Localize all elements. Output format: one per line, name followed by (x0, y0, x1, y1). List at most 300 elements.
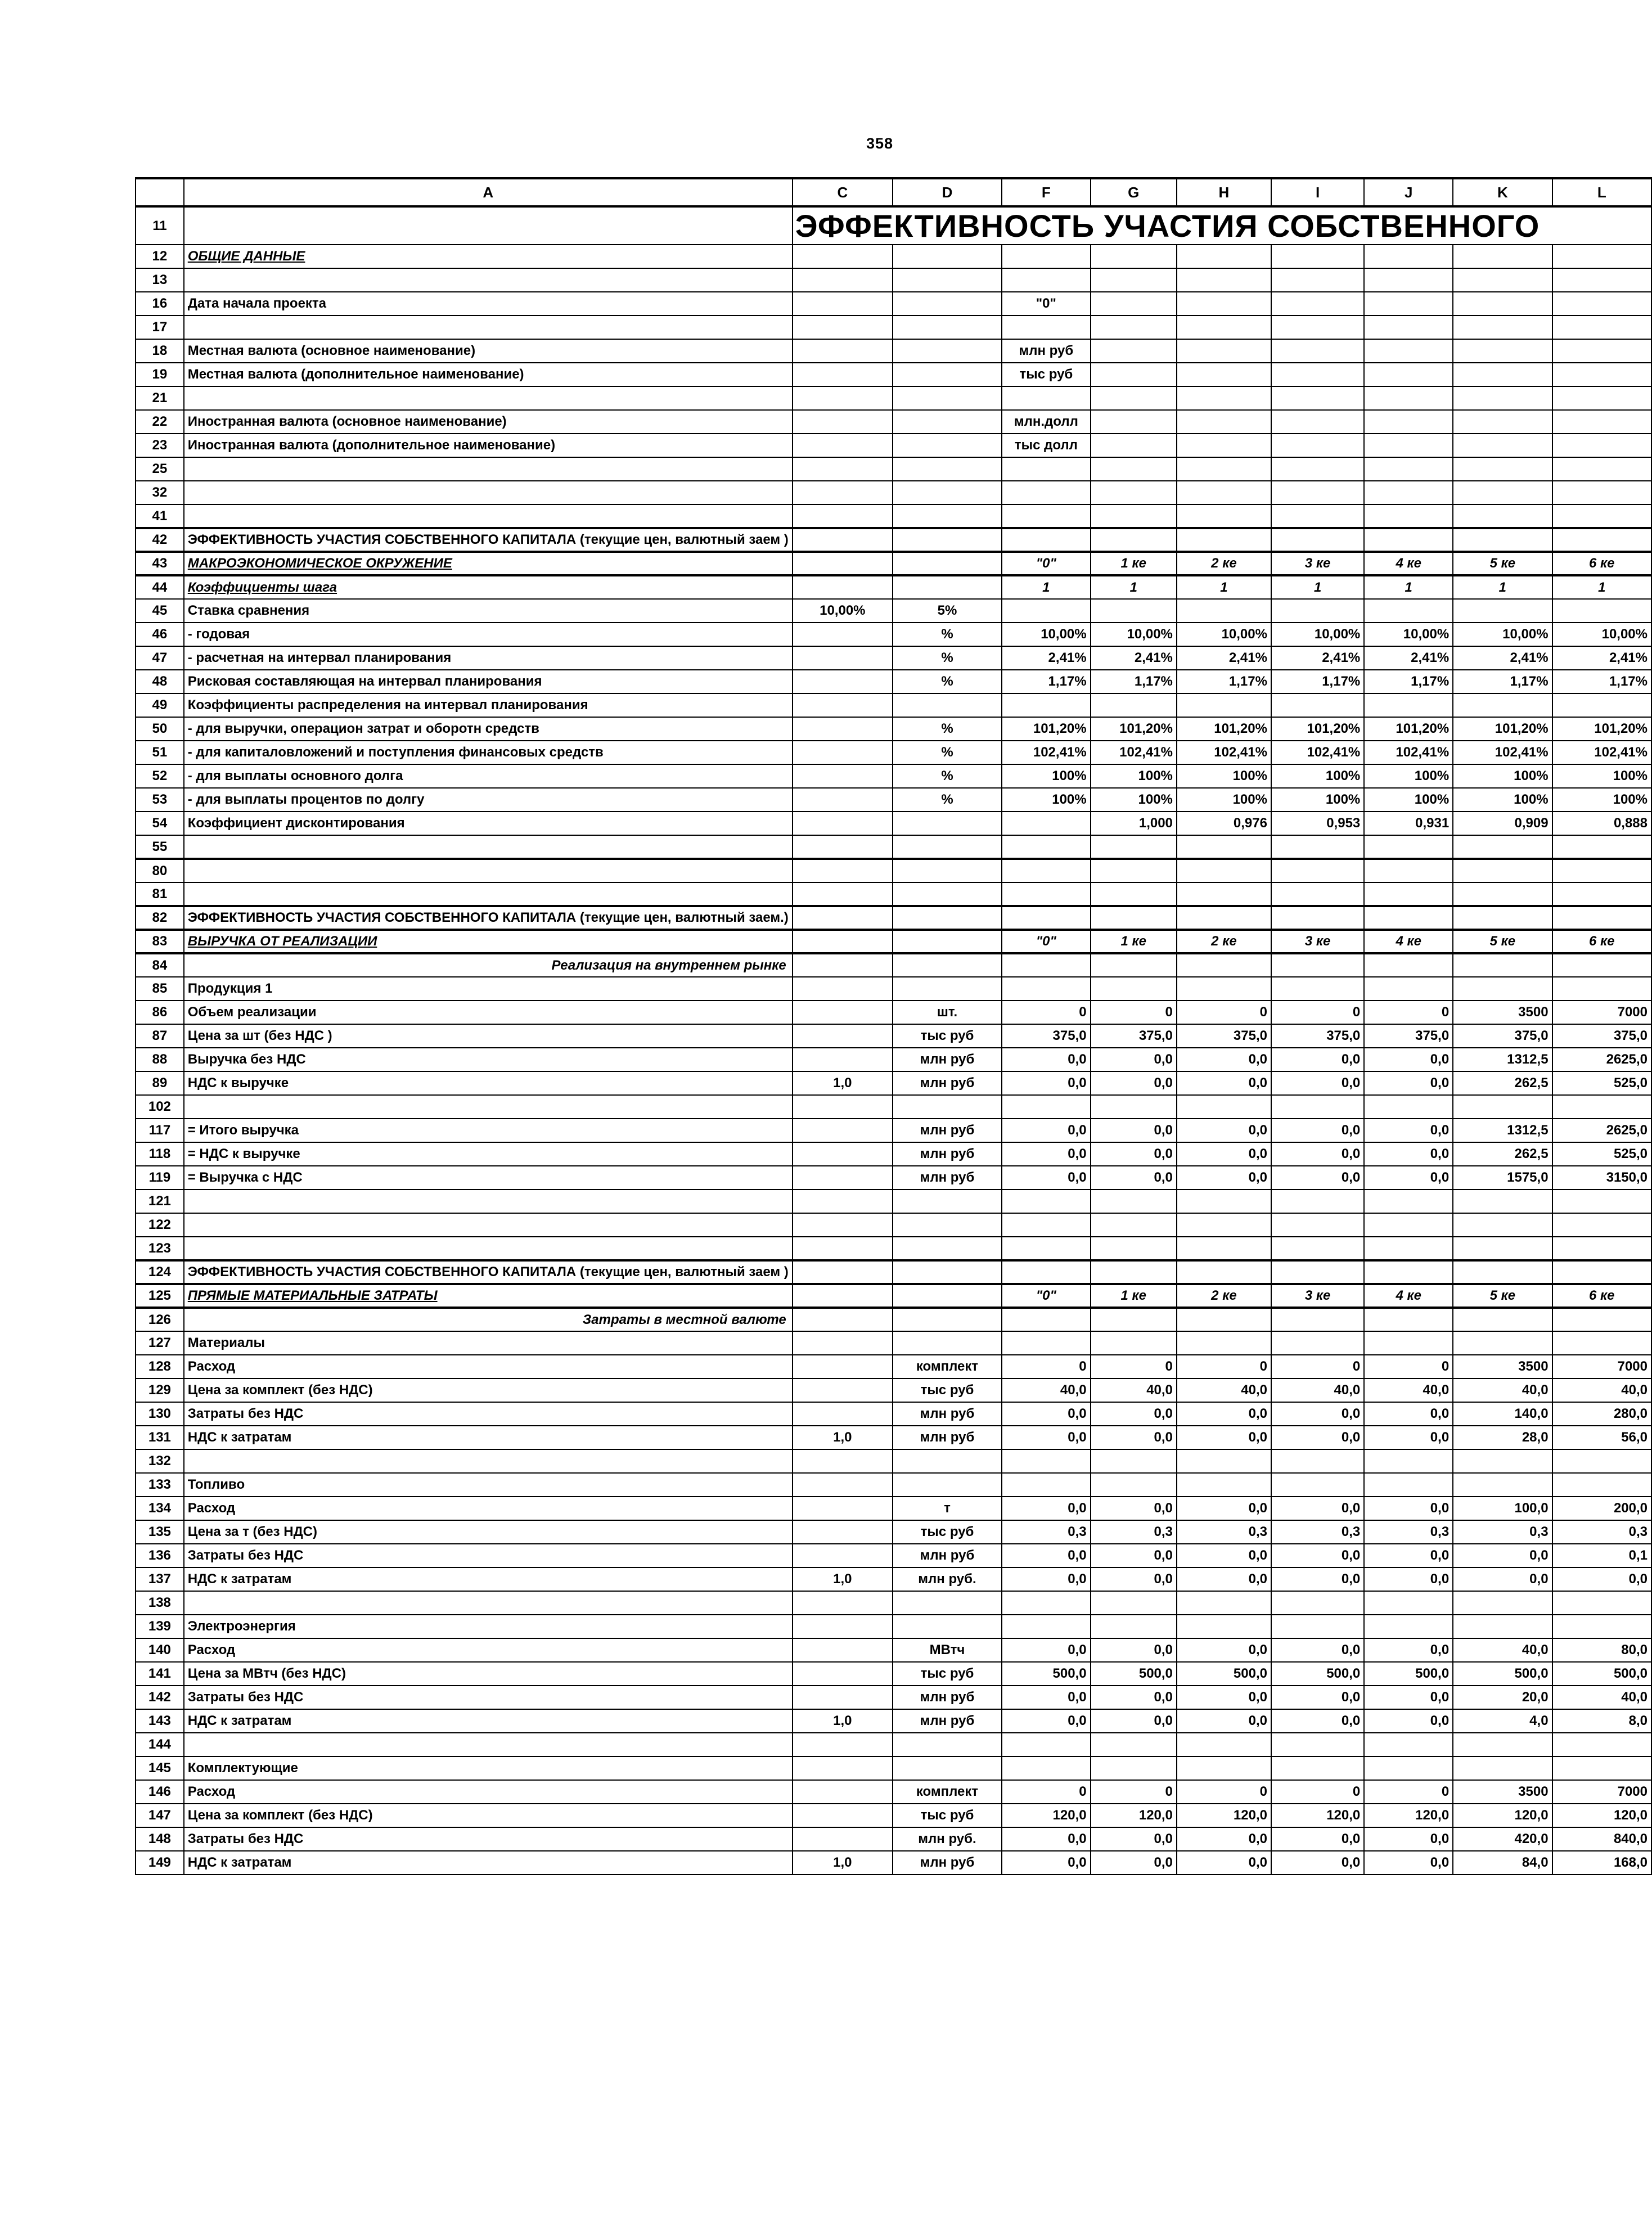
value-cell[interactable]: 0,3 (1271, 1520, 1364, 1544)
cell[interactable] (793, 1166, 893, 1190)
value-cell[interactable]: 200,0 (1552, 1497, 1651, 1520)
value-cell[interactable]: 101,20% (1453, 717, 1552, 741)
unit-cell[interactable]: % (893, 670, 1002, 693)
cell[interactable] (793, 268, 893, 292)
value-cell[interactable] (1453, 1308, 1552, 1331)
cell[interactable] (793, 1638, 893, 1662)
value-cell[interactable] (1271, 1756, 1364, 1780)
value-cell[interactable] (1091, 693, 1177, 717)
value-cell[interactable] (1552, 1733, 1651, 1756)
value-cell[interactable]: 1,17% (1271, 670, 1364, 693)
value-cell[interactable] (1091, 1591, 1177, 1615)
unit-cell[interactable] (893, 363, 1002, 386)
value-cell[interactable]: 7000 (1552, 1355, 1651, 1378)
value-cell[interactable]: 0,0 (1002, 1544, 1091, 1567)
value-cell[interactable] (1552, 693, 1651, 717)
row-label[interactable] (184, 1591, 793, 1615)
value-cell[interactable]: 0,0 (1453, 1567, 1552, 1591)
value-cell[interactable]: 0,0 (1177, 1567, 1271, 1591)
value-cell[interactable] (1453, 363, 1552, 386)
value-cell[interactable] (1177, 434, 1271, 457)
value-cell[interactable]: 0 (1002, 1780, 1091, 1804)
cell[interactable] (793, 1449, 893, 1473)
value-cell[interactable]: 0 (1091, 1355, 1177, 1378)
unit-cell[interactable]: % (893, 623, 1002, 646)
value-cell[interactable]: 0,0 (1364, 1827, 1453, 1851)
value-cell[interactable]: 0,0 (1002, 1071, 1091, 1095)
value-cell[interactable]: 80,0 (1552, 1638, 1651, 1662)
value-cell[interactable] (1177, 1237, 1271, 1260)
cell[interactable] (793, 1355, 893, 1378)
cell[interactable] (793, 575, 893, 599)
cell[interactable] (793, 693, 893, 717)
value-cell[interactable] (1364, 410, 1453, 434)
row-label[interactable]: Расход (184, 1355, 793, 1378)
value-cell[interactable]: 0,0 (1091, 1071, 1177, 1095)
value-cell[interactable] (1271, 363, 1364, 386)
value-cell[interactable]: 525,0 (1552, 1071, 1651, 1095)
unit-cell[interactable] (893, 528, 1002, 552)
value-cell[interactable] (1091, 481, 1177, 504)
value-cell[interactable]: 0,3 (1552, 1520, 1651, 1544)
value-cell[interactable] (1271, 1237, 1364, 1260)
value-cell[interactable] (1453, 882, 1552, 906)
value-cell[interactable]: 5 ке (1453, 552, 1552, 575)
row-label[interactable]: Затраты в местной валюте (184, 1308, 793, 1331)
value-cell[interactable]: 5 ке (1453, 930, 1552, 953)
value-cell[interactable]: 20,0 (1453, 1686, 1552, 1709)
unit-cell[interactable] (893, 481, 1002, 504)
value-cell[interactable]: 100% (1002, 788, 1091, 812)
unit-cell[interactable]: млн руб. (893, 1827, 1002, 1851)
row-label[interactable] (184, 1190, 793, 1213)
value-cell[interactable]: 2625,0 (1552, 1119, 1651, 1142)
value-cell[interactable]: 0,0 (1552, 1567, 1651, 1591)
value-cell[interactable] (1364, 1331, 1453, 1355)
cell[interactable] (793, 764, 893, 788)
value-cell[interactable]: 3 ке (1271, 1284, 1364, 1308)
value-cell[interactable]: 101,20% (1552, 717, 1651, 741)
cell[interactable] (793, 1591, 893, 1615)
value-cell[interactable] (1002, 1095, 1091, 1119)
unit-cell[interactable] (893, 1591, 1002, 1615)
value-cell[interactable]: 0,0 (1002, 1048, 1091, 1071)
unit-cell[interactable]: комплект (893, 1780, 1002, 1804)
value-cell[interactable]: 120,0 (1552, 1804, 1651, 1827)
value-cell[interactable]: 140,0 (1453, 1402, 1552, 1426)
value-cell[interactable] (1271, 859, 1364, 882)
value-cell[interactable]: 8,0 (1552, 1709, 1651, 1733)
value-cell[interactable] (1552, 292, 1651, 316)
cell[interactable] (793, 1733, 893, 1756)
value-cell[interactable] (1091, 906, 1177, 930)
value-cell[interactable]: 0,3 (1453, 1520, 1552, 1544)
value-cell[interactable] (1177, 363, 1271, 386)
row-label[interactable]: Расход (184, 1497, 793, 1520)
row-label[interactable]: - для капиталовложений и поступления финансовых средств (184, 741, 793, 764)
value-cell[interactable] (1453, 1591, 1552, 1615)
value-cell[interactable]: 100,0 (1453, 1497, 1552, 1520)
value-cell[interactable] (1271, 528, 1364, 552)
unit-cell[interactable]: млн руб (893, 1071, 1002, 1095)
value-cell[interactable] (1177, 386, 1271, 410)
value-cell[interactable]: 375,0 (1552, 1024, 1651, 1048)
value-cell[interactable] (1552, 481, 1651, 504)
value-cell[interactable] (1002, 1260, 1091, 1284)
cell[interactable] (793, 1024, 893, 1048)
value-cell[interactable] (1552, 953, 1651, 977)
value-cell[interactable] (1364, 528, 1453, 552)
value-cell[interactable] (1002, 504, 1091, 528)
value-cell[interactable]: 0,0 (1271, 1497, 1364, 1520)
cell[interactable]: 10,00% (793, 599, 893, 623)
value-cell[interactable] (1552, 906, 1651, 930)
cell[interactable] (184, 206, 793, 245)
value-cell[interactable]: 2 ке (1177, 930, 1271, 953)
column-header[interactable]: D (893, 178, 1002, 206)
cell[interactable] (793, 292, 893, 316)
cell[interactable] (793, 339, 893, 363)
value-cell[interactable] (1364, 339, 1453, 363)
cell[interactable] (793, 788, 893, 812)
value-cell[interactable]: 0,0 (1271, 1567, 1364, 1591)
row-label[interactable]: ЭФФЕКТИВНОСТЬ УЧАСТИЯ СОБСТВЕННОГО КАПИТАЛА (текущие цен, валютный заем ) (184, 1260, 793, 1284)
cell[interactable] (793, 906, 893, 930)
value-cell[interactable]: 28,0 (1453, 1426, 1552, 1449)
cell[interactable]: 1,0 (793, 1426, 893, 1449)
value-cell[interactable]: 2625,0 (1552, 1048, 1651, 1071)
cell[interactable] (793, 410, 893, 434)
value-cell[interactable] (1177, 457, 1271, 481)
value-cell[interactable]: 280,0 (1552, 1402, 1651, 1426)
value-cell[interactable] (1002, 1591, 1091, 1615)
value-cell[interactable]: 1312,5 (1453, 1119, 1552, 1142)
value-cell[interactable] (1364, 906, 1453, 930)
value-cell[interactable]: 84,0 (1453, 1851, 1552, 1875)
value-cell[interactable]: 0,0 (1177, 1048, 1271, 1071)
value-cell[interactable]: 0,0 (1364, 1142, 1453, 1166)
value-cell[interactable] (1177, 410, 1271, 434)
value-cell[interactable] (1271, 1213, 1364, 1237)
value-cell[interactable] (1453, 434, 1552, 457)
value-cell[interactable]: 2 ке (1177, 1284, 1271, 1308)
value-cell[interactable] (1091, 1308, 1177, 1331)
value-cell[interactable]: 0,0 (1002, 1402, 1091, 1426)
value-cell[interactable] (1453, 504, 1552, 528)
unit-cell[interactable]: млн руб (893, 1402, 1002, 1426)
value-cell[interactable] (1177, 481, 1271, 504)
value-cell[interactable]: 100% (1453, 764, 1552, 788)
cell[interactable] (793, 1260, 893, 1284)
value-cell[interactable]: 10,00% (1002, 623, 1091, 646)
value-cell[interactable] (1552, 316, 1651, 339)
value-cell[interactable] (1453, 1237, 1552, 1260)
value-cell[interactable] (1364, 859, 1453, 882)
value-cell[interactable] (1002, 1733, 1091, 1756)
value-cell[interactable]: 0,931 (1364, 812, 1453, 835)
row-label[interactable]: Реализация на внутреннем рынке (184, 953, 793, 977)
value-cell[interactable]: 120,0 (1364, 1804, 1453, 1827)
row-label[interactable]: Цена за комплект (без НДС) (184, 1378, 793, 1402)
value-cell[interactable]: 1,17% (1091, 670, 1177, 693)
unit-cell[interactable] (893, 1331, 1002, 1355)
value-cell[interactable] (1552, 1591, 1651, 1615)
value-cell[interactable] (1091, 292, 1177, 316)
value-cell[interactable]: 0,0 (1091, 1497, 1177, 1520)
value-cell[interactable]: 500,0 (1271, 1662, 1364, 1686)
row-label[interactable]: Объем реализации (184, 1001, 793, 1024)
value-cell[interactable] (1453, 292, 1552, 316)
value-cell[interactable]: 100% (1091, 788, 1177, 812)
column-header[interactable] (136, 178, 184, 206)
unit-cell[interactable] (893, 859, 1002, 882)
value-cell[interactable] (1453, 1756, 1552, 1780)
value-cell[interactable]: 100% (1364, 788, 1453, 812)
unit-cell[interactable] (893, 1095, 1002, 1119)
value-cell[interactable]: 7000 (1552, 1780, 1651, 1804)
value-cell[interactable]: "0" (1002, 1284, 1091, 1308)
row-label[interactable]: ОБЩИЕ ДАННЫЕ (184, 245, 793, 268)
value-cell[interactable] (1364, 363, 1453, 386)
value-cell[interactable] (1364, 953, 1453, 977)
value-cell[interactable]: 0,0 (1271, 1686, 1364, 1709)
value-cell[interactable]: 0,0 (1177, 1402, 1271, 1426)
value-cell[interactable]: млн руб (1002, 339, 1091, 363)
value-cell[interactable]: 101,20% (1091, 717, 1177, 741)
value-cell[interactable] (1002, 882, 1091, 906)
value-cell[interactable] (1552, 1756, 1651, 1780)
value-cell[interactable]: 0,3 (1177, 1520, 1271, 1544)
row-label[interactable]: Коэффициенты шага (184, 575, 793, 599)
value-cell[interactable] (1453, 693, 1552, 717)
value-cell[interactable]: 2,41% (1271, 646, 1364, 670)
cell[interactable]: 1,0 (793, 1851, 893, 1875)
cell[interactable] (793, 1308, 893, 1331)
value-cell[interactable] (1271, 481, 1364, 504)
value-cell[interactable] (1453, 245, 1552, 268)
value-cell[interactable]: 1,17% (1364, 670, 1453, 693)
value-cell[interactable] (1091, 1615, 1177, 1638)
value-cell[interactable] (1177, 1591, 1271, 1615)
column-header[interactable]: H (1177, 178, 1271, 206)
value-cell[interactable] (1177, 693, 1271, 717)
cell[interactable] (793, 859, 893, 882)
value-cell[interactable] (1091, 1733, 1177, 1756)
value-cell[interactable] (1453, 316, 1552, 339)
value-cell[interactable]: 0,0 (1271, 1166, 1364, 1190)
value-cell[interactable] (1453, 1331, 1552, 1355)
value-cell[interactable]: 0,0 (1271, 1709, 1364, 1733)
value-cell[interactable]: 3150,0 (1552, 1166, 1651, 1190)
value-cell[interactable]: 0,0 (1002, 1142, 1091, 1166)
value-cell[interactable] (1364, 1308, 1453, 1331)
value-cell[interactable] (1453, 1473, 1552, 1497)
value-cell[interactable] (1552, 599, 1651, 623)
value-cell[interactable] (1552, 1095, 1651, 1119)
value-cell[interactable] (1271, 410, 1364, 434)
value-cell[interactable]: млн.долл (1002, 410, 1091, 434)
value-cell[interactable] (1177, 1260, 1271, 1284)
value-cell[interactable] (1002, 1213, 1091, 1237)
row-label[interactable]: Затраты без НДС (184, 1686, 793, 1709)
cell[interactable] (793, 1331, 893, 1355)
cell[interactable] (793, 1213, 893, 1237)
value-cell[interactable]: 0,0 (1271, 1119, 1364, 1142)
value-cell[interactable]: тыс долл (1002, 434, 1091, 457)
unit-cell[interactable] (893, 1190, 1002, 1213)
value-cell[interactable] (1453, 410, 1552, 434)
row-label[interactable] (184, 481, 793, 504)
unit-cell[interactable] (893, 1213, 1002, 1237)
value-cell[interactable]: 4 ке (1364, 930, 1453, 953)
value-cell[interactable] (1002, 953, 1091, 977)
value-cell[interactable] (1453, 339, 1552, 363)
cell[interactable] (793, 741, 893, 764)
unit-cell[interactable]: комплект (893, 1355, 1002, 1378)
row-label[interactable]: Цена за МВтч (без НДС) (184, 1662, 793, 1686)
value-cell[interactable] (1364, 693, 1453, 717)
value-cell[interactable]: 10,00% (1552, 623, 1651, 646)
value-cell[interactable] (1091, 528, 1177, 552)
value-cell[interactable]: 100% (1271, 788, 1364, 812)
value-cell[interactable] (1091, 363, 1177, 386)
value-cell[interactable]: 0,0 (1177, 1709, 1271, 1733)
cell[interactable] (793, 623, 893, 646)
value-cell[interactable]: 500,0 (1002, 1662, 1091, 1686)
cell[interactable]: 1,0 (793, 1709, 893, 1733)
row-label[interactable]: ЭФФЕКТИВНОСТЬ УЧАСТИЯ СОБСТВЕННОГО КАПИТАЛА (текущие цен, валютный заем.) (184, 906, 793, 930)
value-cell[interactable]: 0 (1177, 1355, 1271, 1378)
unit-cell[interactable]: млн руб (893, 1166, 1002, 1190)
value-cell[interactable] (1091, 410, 1177, 434)
value-cell[interactable]: 262,5 (1453, 1142, 1552, 1166)
value-cell[interactable]: 101,20% (1364, 717, 1453, 741)
cell[interactable] (793, 457, 893, 481)
value-cell[interactable]: 0,0 (1364, 1119, 1453, 1142)
value-cell[interactable]: 0,0 (1177, 1071, 1271, 1095)
cell[interactable] (793, 481, 893, 504)
value-cell[interactable]: 0,0 (1091, 1119, 1177, 1142)
row-label[interactable]: = Итого выручка (184, 1119, 793, 1142)
row-label[interactable]: НДС к затратам (184, 1709, 793, 1733)
value-cell[interactable] (1453, 386, 1552, 410)
value-cell[interactable] (1364, 1095, 1453, 1119)
value-cell[interactable]: 840,0 (1552, 1827, 1651, 1851)
value-cell[interactable]: 0,0 (1271, 1638, 1364, 1662)
value-cell[interactable]: 0,0 (1002, 1497, 1091, 1520)
value-cell[interactable]: 1,17% (1552, 670, 1651, 693)
value-cell[interactable]: 2,41% (1177, 646, 1271, 670)
column-header[interactable]: C (793, 178, 893, 206)
value-cell[interactable]: 2 ке (1177, 552, 1271, 575)
value-cell[interactable]: 0,0 (1271, 1851, 1364, 1875)
value-cell[interactable] (1002, 528, 1091, 552)
value-cell[interactable] (1552, 1237, 1651, 1260)
value-cell[interactable]: 10,00% (1271, 623, 1364, 646)
value-cell[interactable]: 0,0 (1364, 1709, 1453, 1733)
value-cell[interactable]: 40,0 (1271, 1378, 1364, 1402)
value-cell[interactable]: 0,0 (1364, 1048, 1453, 1071)
cell[interactable] (793, 1190, 893, 1213)
value-cell[interactable]: 0,0 (1177, 1142, 1271, 1166)
cell[interactable] (793, 1827, 893, 1851)
value-cell[interactable]: 0,0 (1364, 1166, 1453, 1190)
cell[interactable] (793, 1780, 893, 1804)
value-cell[interactable] (1177, 1756, 1271, 1780)
value-cell[interactable]: 0 (1271, 1780, 1364, 1804)
value-cell[interactable]: 40,0 (1002, 1378, 1091, 1402)
value-cell[interactable] (1002, 977, 1091, 1001)
value-cell[interactable]: 0,0 (1091, 1567, 1177, 1591)
cell[interactable] (793, 717, 893, 741)
value-cell[interactable]: 1,17% (1177, 670, 1271, 693)
row-label[interactable]: Иностранная валюта (дополнительное наименование) (184, 434, 793, 457)
value-cell[interactable]: 0 (1177, 1780, 1271, 1804)
value-cell[interactable] (1552, 1473, 1651, 1497)
cell[interactable] (793, 1284, 893, 1308)
column-header[interactable]: G (1091, 178, 1177, 206)
value-cell[interactable]: 100% (1177, 764, 1271, 788)
value-cell[interactable]: 500,0 (1177, 1662, 1271, 1686)
row-label[interactable]: - для выплаты процентов по долгу (184, 788, 793, 812)
value-cell[interactable]: 5 ке (1453, 1284, 1552, 1308)
unit-cell[interactable]: тыс руб (893, 1662, 1002, 1686)
value-cell[interactable] (1177, 245, 1271, 268)
value-cell[interactable]: 0,0 (1177, 1851, 1271, 1875)
row-label[interactable] (184, 1213, 793, 1237)
value-cell[interactable] (1364, 1260, 1453, 1284)
row-label[interactable]: Местная валюта (дополнительное наименование) (184, 363, 793, 386)
value-cell[interactable]: 2,41% (1091, 646, 1177, 670)
value-cell[interactable] (1453, 977, 1552, 1001)
value-cell[interactable]: 0 (1002, 1355, 1091, 1378)
value-cell[interactable]: 6 ке (1552, 552, 1651, 575)
value-cell[interactable] (1271, 835, 1364, 859)
value-cell[interactable]: 100% (1271, 764, 1364, 788)
value-cell[interactable] (1177, 1473, 1271, 1497)
value-cell[interactable]: тыс руб (1002, 363, 1091, 386)
row-label[interactable] (184, 1095, 793, 1119)
row-label[interactable] (184, 1449, 793, 1473)
value-cell[interactable] (1364, 1213, 1453, 1237)
value-cell[interactable]: 10,00% (1364, 623, 1453, 646)
value-cell[interactable] (1091, 599, 1177, 623)
unit-cell[interactable] (893, 575, 1002, 599)
value-cell[interactable]: 0,0 (1002, 1119, 1091, 1142)
value-cell[interactable]: 420,0 (1453, 1827, 1552, 1851)
value-cell[interactable]: 375,0 (1002, 1024, 1091, 1048)
value-cell[interactable]: 1 ке (1091, 930, 1177, 953)
value-cell[interactable]: 0,0 (1271, 1071, 1364, 1095)
value-cell[interactable]: 375,0 (1177, 1024, 1271, 1048)
value-cell[interactable] (1552, 1260, 1651, 1284)
value-cell[interactable] (1091, 1260, 1177, 1284)
cell[interactable] (793, 1804, 893, 1827)
value-cell[interactable]: 0,0 (1364, 1567, 1453, 1591)
value-cell[interactable] (1271, 882, 1364, 906)
unit-cell[interactable] (893, 410, 1002, 434)
value-cell[interactable]: 56,0 (1552, 1426, 1651, 1449)
value-cell[interactable] (1177, 599, 1271, 623)
value-cell[interactable] (1002, 268, 1091, 292)
value-cell[interactable] (1453, 268, 1552, 292)
value-cell[interactable] (1552, 339, 1651, 363)
value-cell[interactable]: 0,0 (1271, 1142, 1364, 1166)
unit-cell[interactable]: млн руб (893, 1709, 1002, 1733)
row-label[interactable]: НДС к затратам (184, 1567, 793, 1591)
value-cell[interactable]: 0,0 (1002, 1851, 1091, 1875)
value-cell[interactable]: 0 (1271, 1355, 1364, 1378)
